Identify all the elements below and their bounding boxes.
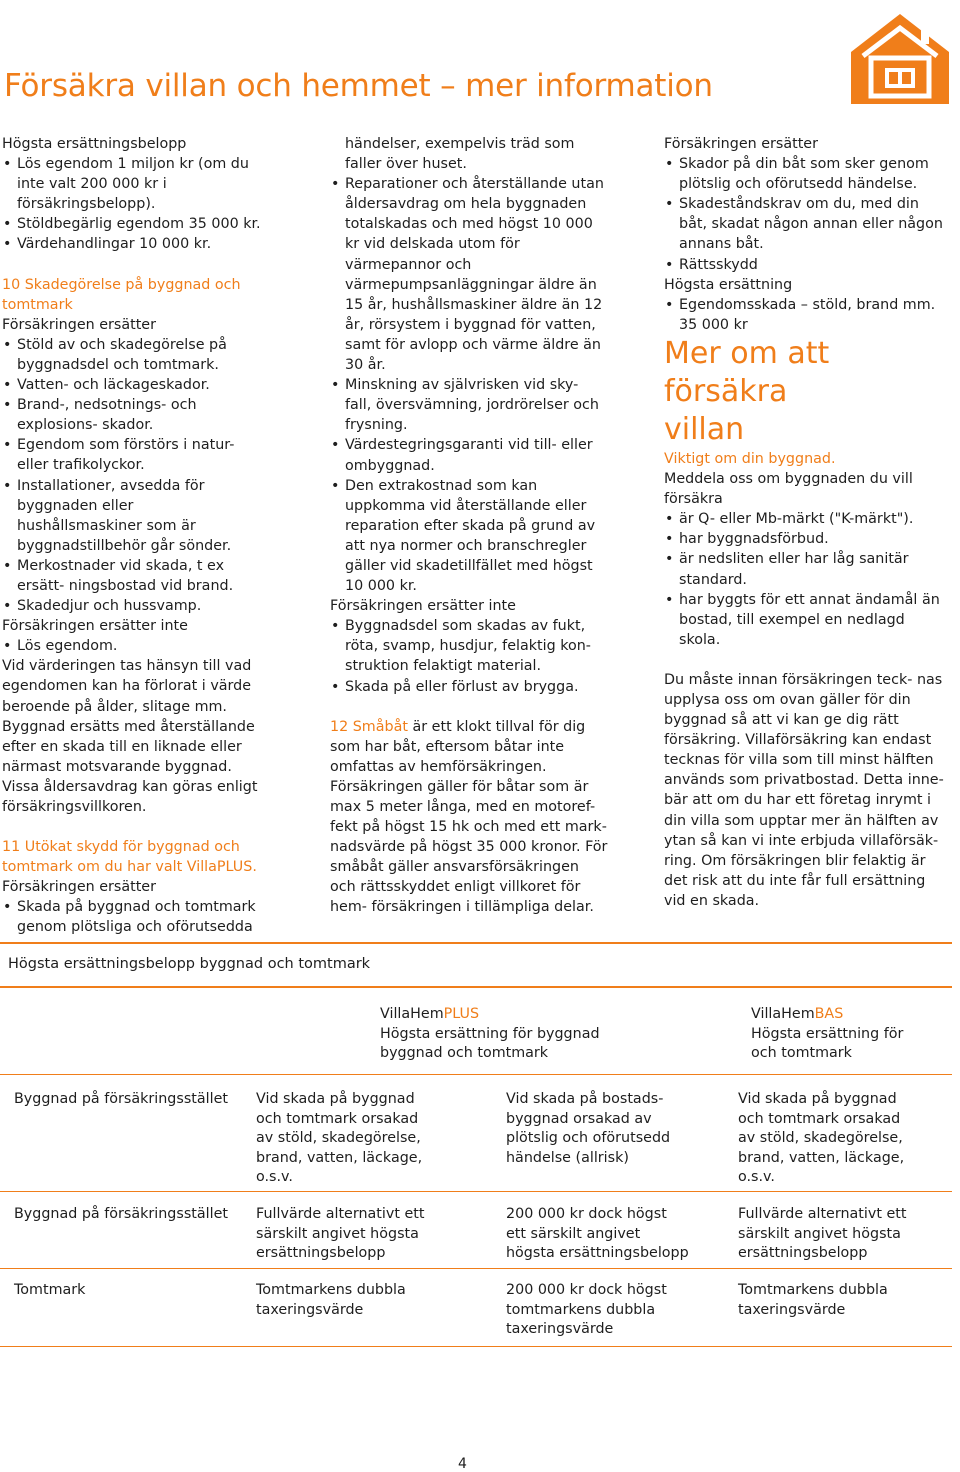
row-2-plus-a: Fullvärde alternativt ett särskilt angivet högsta ersättningsbelopp — [256, 1206, 425, 1261]
row-1-bas: Vid skada på byggnad och tomtmark orsakad av stöld, skadegörelse, brand, vatten, läckage, o.s.v. — [738, 1091, 905, 1185]
table-title: Högsta ersättningsbelopp byggnad och tomtmark — [8, 956, 371, 972]
row-3-bas: Tomtmarkens dubbla taxeringsvärde — [738, 1282, 888, 1318]
section-12-heading: 12 Småbåt — [330, 718, 408, 735]
page-title: Försäkra villan och hemmet – mer information — [4, 68, 713, 104]
covers-list — [2, 335, 262, 616]
table-rule — [0, 1191, 952, 1192]
important-subheading: Viktigt om din byggnad. — [664, 450, 836, 467]
list-item: • Lös egendom 1 miljon kr (om du inte valt 200 000 kr i försäkringsbelopp). — [2, 154, 262, 214]
list-item: • Skadeståndskrav om du, med din båt, skadat någon annan eller någon annans båt. — [664, 194, 944, 254]
page-number: 4 — [458, 1456, 467, 1472]
small-boat-text: är ett klokt tillval för dig som har båt, eftersom båtar inte omfattas av hemförsäkringen. Försäkringen gäller för båtar som är max 5 meter långa, med en motoref- fekt på högst 15 hk och med ett mark- nadsvärde på högst 35 000 kronor. För småbåt gäller ansvarsförsäkringen och rättsskyddet enligt villkoret för hem- försäkringen i tillämpliga delar. — [330, 718, 608, 916]
heading-covers: Försäkringen ersätter — [2, 316, 156, 333]
list-item: • Stöldbegärlig egendom 35 000 kr. — [2, 214, 262, 234]
row-2-bas: Fullvärde alternativt ett särskilt angivet högsta ersättningsbelopp — [738, 1206, 907, 1261]
max-amount-list — [2, 154, 262, 254]
list-item: • Egendom som förstörs i natur- eller trafikolyckor. — [2, 435, 262, 475]
not-covered-plus-list — [330, 616, 608, 696]
table-top-rule — [0, 942, 952, 944]
row-3-plus-a: Tomtmarkens dubbla taxeringsvärde — [256, 1282, 406, 1318]
heading-covers-plus: Försäkringen ersätter — [2, 879, 156, 896]
table-header-rule — [0, 986, 952, 988]
column-1 — [2, 134, 262, 938]
list-item: • Värdehandlingar 10 000 kr. — [2, 234, 262, 254]
section-10-heading: 10 Skadegörelse på byggnad och tomtmark — [2, 276, 241, 313]
row-1-label: Byggnad på försäkringsstället — [14, 1091, 228, 1107]
section-11-heading: 11 Utökat skydd för byggnad och tomtmark om du har valt VillaPLUS. — [2, 839, 257, 876]
bas-suffix: BAS — [814, 1006, 844, 1022]
row-3-label: Tomtmark — [14, 1282, 86, 1298]
plus-subheader: Högsta ersättning för byggnad byggnad och tomtmark — [380, 1025, 600, 1061]
list-item: • Skador på din båt som sker genom plötslig och oförutsedd händelse. — [664, 154, 944, 194]
list-item: • Brand-, nedsotnings- och explosions- skador. — [2, 395, 262, 435]
column-3 — [664, 134, 944, 911]
list-item: • Installationer, avsedda för byggnaden eller hushållsmaskiner som är byggnadstillbehör går sönder. — [2, 476, 262, 556]
notify-list — [664, 509, 944, 650]
bas-brand: VillaHem — [751, 1006, 815, 1022]
house-icon — [849, 12, 951, 104]
heading-not-covered: Försäkringen ersätter inte — [2, 618, 188, 635]
list-item: • Byggnadsdel som skadas av fukt, röta, svamp, husdjur, felaktig kon- struktion felaktigt material. — [330, 616, 608, 676]
list-item: • är Q- eller Mb-märkt ("K-märkt"). — [664, 509, 944, 529]
row-1-plus-a: Vid skada på byggnad och tomtmark orsakad av stöld, skadegörelse, brand, vatten, läckage, o.s.v. — [256, 1091, 423, 1185]
list-item: • Reparationer och återställande utan åldersavdrag om hela byggnaden totalskadas och med högst 10 000 kr vid delskada utom för värmepannor och värmepumpsanläggningar äldre än 15 år, hushållsmaskiner äldre än 12 år, rörsystem i byggnad för vatten, samt för avlopp och värme äldre än 30 år. — [330, 174, 608, 375]
plus-column-header — [380, 1005, 610, 1064]
row-1-plus-b: Vid skada på bostads- byggnad orsakad av plötslig och oförutsedd händelse (allrisk) — [506, 1091, 671, 1166]
list-item: • Den extrakostnad som kan uppkomma vid återställande eller reparation efter skada på grund av att nya normer och branschregler gäller vid skadetillfället med högst 10 000 kr. — [330, 476, 608, 597]
list-item: • Skada på byggnad och tomtmark genom plötsliga och oförutsedda — [2, 897, 262, 937]
list-item: • Skada på eller förlust av brygga. — [330, 677, 608, 697]
plus-covers-list — [330, 174, 608, 596]
bas-subheader: Högsta ersättning för och tomtmark — [751, 1025, 904, 1061]
table-rule — [0, 1074, 952, 1075]
heading-boat-covers: Försäkringen ersätter — [664, 136, 818, 152]
row-2-plus-b: 200 000 kr dock högst ett särskilt angivet högsta ersättningsbelopp — [506, 1206, 689, 1261]
list-item: • Merkostnader vid skada, t ex ersätt- ningsbostad vid brand. — [2, 556, 262, 596]
list-item: • Lös egendom. — [2, 636, 262, 656]
list-item: • Stöld av och skadegörelse på byggnadsdel och tomtmark. — [2, 335, 262, 375]
list-item: • Minskning av självrisken vid sky- fall, översvämning, jordrörelser och frysning. — [330, 375, 608, 435]
row-3-plus-b: 200 000 kr dock högst tomtmarkens dubbla taxeringsvärde — [506, 1282, 667, 1337]
table-bottom-rule — [0, 1346, 952, 1347]
heading-not-covered-plus: Försäkringen ersätter inte — [330, 598, 516, 615]
table-rule — [0, 1268, 952, 1269]
list-item: • Egendomsskada – stöld, brand mm. 35 000 kr — [664, 295, 944, 335]
list-item: • har byggnadsförbud. — [664, 529, 944, 549]
small-boat-paragraph — [330, 717, 608, 918]
notify-paragraph: Meddela oss om byggnaden du vill försäkra — [664, 471, 913, 508]
list-item: • Vatten- och läckageskador. — [2, 375, 262, 395]
list-item: • är nedsliten eller har låg sanitär standard. — [664, 549, 944, 589]
list-item: • Värdestegringsgaranti vid till- eller ombyggnad. — [330, 435, 608, 475]
bas-column-header — [751, 1005, 921, 1064]
info-paragraph: Du måste innan försäkringen teck- nas upplysa oss om ovan gäller för din byggnad så att vi kan ge dig rätt försäkring. Villaförsäkring kan endast tecknas för villa som till minst hälften används som privatbostad. Detta inne- bär att om du har ett företag inrymt i din villa som upptar mer än hälften av ytan så kan vi inte erbjuda villaförsäk- ring. Om försäkringen blir felaktig är det risk att du inte får full ersättning vid en skada. — [664, 671, 944, 909]
heading-max-amount: Högsta ersättningsbelopp — [2, 136, 187, 152]
list-item: • har byggts för ett annat ändamål än bostad, till exempel en nedlagd skola. — [664, 590, 944, 650]
list-item: • Skadedjur och hussvamp. — [2, 596, 262, 616]
continued-paragraph: händelser, exempelvis träd som faller över huset. — [345, 136, 575, 173]
valuation-paragraph: Vid värderingen tas hänsyn till vad egendomen kan ha förlorat i värde beroende på ålder, slitage mm. Byggnad ersätts med återställande efter en skada till en liknade eller närmast motsvarande byggnad. Vissa åldersavdrag kan göras enligt försäkringsvillkoren. — [2, 658, 258, 815]
plus-brand: VillaHem — [380, 1006, 444, 1022]
boat-covers-list — [664, 154, 944, 275]
column-2 — [330, 134, 608, 918]
list-item: • Rättsskydd — [664, 255, 944, 275]
row-2-label: Byggnad på försäkringsstället — [14, 1206, 228, 1222]
max-compensation-list — [664, 295, 944, 335]
not-covered-list — [2, 636, 262, 656]
covers-plus-list — [2, 897, 262, 937]
section-heading-more: Mer om att försäkra villan — [664, 335, 830, 447]
heading-max-compensation: Högsta ersättning — [664, 276, 793, 293]
plus-suffix: PLUS — [443, 1006, 480, 1022]
